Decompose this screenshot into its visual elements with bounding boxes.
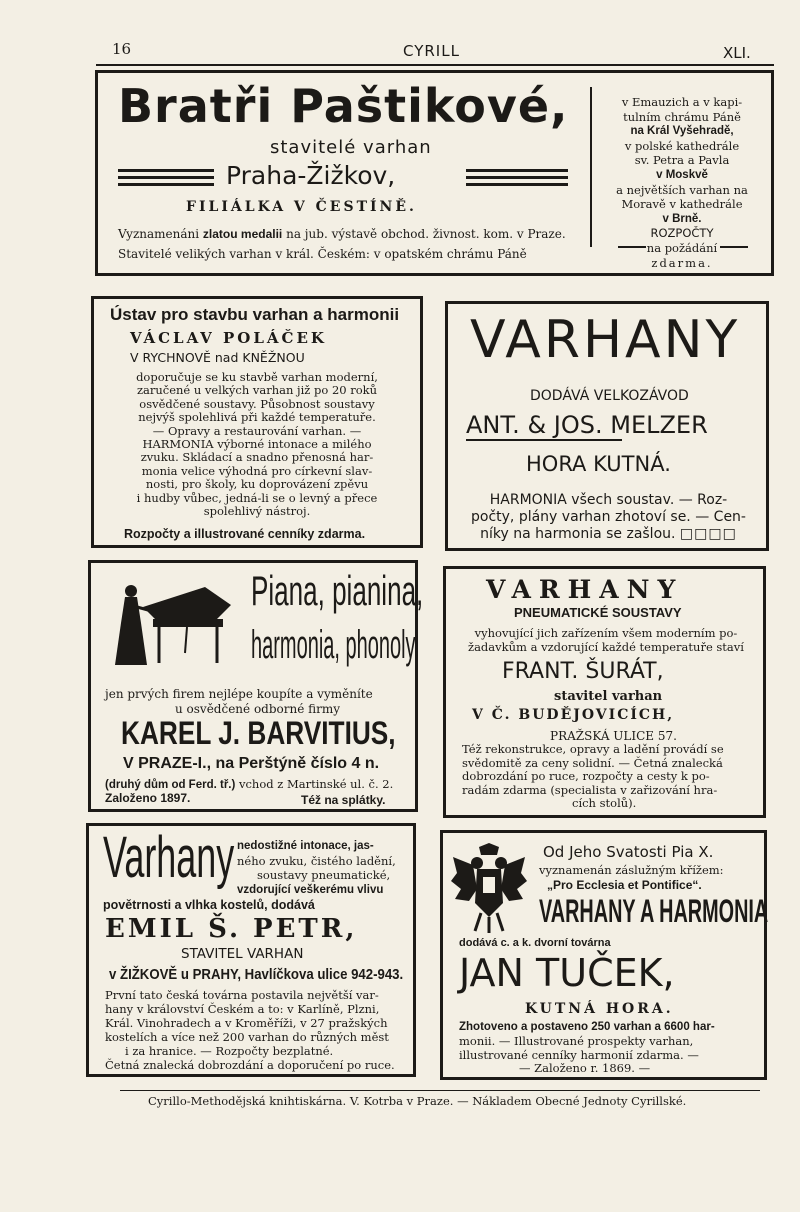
- ad4-installments: Též na splátky.: [301, 793, 386, 807]
- ad1-award-rest: na jub. výstavě obchod. živnost. kom. v Praze.: [286, 227, 566, 241]
- ad1-right-line: na požádání: [646, 240, 718, 255]
- ad3-city: HORA KUTNÁ.: [526, 452, 671, 476]
- journal-title: CYRILL: [403, 42, 460, 60]
- ad1-city: Praha-Žižkov,: [226, 161, 396, 190]
- ad7-line3: „Pro Ecclesia et Pontifice“.: [547, 878, 702, 892]
- ad5-body2-line: Též rekonstrukce, opravy a ladění provádí se: [462, 742, 724, 756]
- ad2-body-line: monia velice výhodná pro církevní slav-: [141, 463, 373, 478]
- ad1-right-line: tulním chrámu Páně: [623, 109, 741, 124]
- ad6-title: Varhany: [103, 825, 235, 890]
- ad1-right-line: v Brně.: [662, 212, 702, 225]
- ad6-side-line: soustavy pneumatické,: [257, 868, 391, 882]
- ad7-title: VARHANY A HARMONIA: [539, 893, 769, 929]
- ad1-builders: Stavitelé velikých varhan v král. Českém: v opatském chrámu Páně: [118, 247, 527, 261]
- ad2-footer: Rozpočty a illustrované cenníky zdarma.: [124, 527, 366, 541]
- ad7-body-line: Zhotoveno a postaveno 250 varhan a 6600 har-: [459, 1021, 715, 1033]
- ad5-body2-line: svědomitě za ceny solidní. — Četná znalecká: [462, 755, 723, 770]
- printer-footer: Cyrillo-Methodějská knihtiskárna. V. Kotrba v Praze. — Nákladem Obecné Jednoty Cyrillské.: [148, 1094, 687, 1108]
- ad4-address: V PRAZE-I., na Perštýně číslo 4 n.: [123, 755, 380, 772]
- ad4-name: KAREL J. BARVITIUS,: [121, 715, 396, 751]
- ad6-name: EMIL Š. PETR,: [105, 914, 358, 944]
- ad1-company: Bratři Paštikové,: [118, 79, 569, 133]
- ad6-side-line: vzdorující veškerému vlivu: [237, 883, 384, 896]
- pianist-illustration-icon: [113, 583, 243, 673]
- ad2-body-line: nosti, pro školy, ku doprovázení zpěvu: [145, 477, 369, 492]
- ad6-address: v ŽIŽKOVĚ u PRAHY, Havlíčkova ulice 942-943.: [109, 966, 404, 983]
- ad7-body-line: monii. — Illustrované prospekty varhan,: [459, 1033, 694, 1048]
- ad7-line2: vyznamenán záslužným křížem:: [539, 863, 724, 877]
- ad2-body-line: osvědčené soustavy. Působnost soustavy: [139, 396, 375, 411]
- ad6-body-line: hany v království Českém a to: v Karlíně, Plzni,: [105, 1002, 380, 1016]
- ad3-company: ANT. & JOS. MELZER: [466, 411, 708, 439]
- ad4-body-1: jen prvých firem nejlépe koupíte a vyměníte: [105, 687, 373, 701]
- ad7-supplier: dodává c. a k. dvorní továrna: [459, 937, 611, 949]
- ad3-body: [456, 492, 761, 543]
- ad4-house: [105, 777, 393, 791]
- ad5-body: [450, 627, 762, 654]
- ad4-title-2: harmonia, phonoly: [251, 623, 416, 667]
- ad1-divider: [590, 87, 592, 247]
- ad1-award: [118, 227, 566, 241]
- ad2-body-line: — Opravy a restaurování varhan. —: [152, 423, 362, 438]
- ad5-subtitle: PNEUMATICKÉ SOUSTAVY: [514, 605, 682, 620]
- ad1-branch: FILIÁLKA V ČESTÍNĚ.: [186, 199, 417, 215]
- ad6-body-line: První tato česká továrna postavila největší var-: [105, 988, 379, 1002]
- ad1-right-line: na Král Vyšehradě,: [630, 125, 734, 138]
- ad1-trade: stavitelé varhan: [270, 137, 432, 158]
- ad-petr: [86, 823, 416, 1077]
- ad5-body-line: žadavkům a vzdorující každé temperatuře staví: [468, 639, 744, 654]
- ad1-right-line: zdarma.: [651, 255, 713, 270]
- ad2-name: VÁCLAV POLÁČEK: [130, 329, 327, 347]
- ad4-founded: Založeno 1897.: [105, 791, 191, 805]
- ad-melzer: [445, 301, 769, 551]
- ad2-body-line: i hudby vůbec, jedná-li se o levný a přece: [136, 490, 378, 505]
- ad5-city: V Č. BUDĚJOVICÍCH,: [472, 707, 675, 723]
- ad5-body2-line: dobrozdání po ruce, rozpočty a cesty k po-: [462, 769, 710, 783]
- ad6-side-line: ného zvuku, čistého ladění,: [237, 853, 396, 868]
- ad7-body-line: illustrované cenníky harmonií zdarma. —: [459, 1047, 699, 1062]
- ad5-body-line: vyhovující jich zařízením všem moderním po-: [474, 626, 738, 640]
- ad2-body-line: doporučuje se ku stavbě varhan moderní,: [136, 370, 378, 384]
- ad2-body-line: zaručené u velkých varhan již po 20 roků: [136, 383, 378, 398]
- ad2-location: V RYCHNOVĚ nad KNĚŽNOU: [130, 350, 305, 365]
- ad1-right-line: ROZPOČTY: [650, 226, 714, 241]
- ad4-title-1: Piana, pianina,: [251, 567, 424, 614]
- ad3-body-line: počty, plány varhan zhotoví se. — Cen-: [471, 509, 746, 525]
- ad-tucek: [440, 830, 767, 1080]
- ad5-title: VARHANY: [486, 575, 684, 604]
- ad4-body-2: u osvědčené odborné firmy: [175, 702, 341, 716]
- ad2-title: Ústav pro stavbu varhan a harmonii: [110, 305, 400, 324]
- ad4-house-bold: (druhý dům od Ferd. tř.): [105, 779, 236, 791]
- ad7-line1: Od Jeho Svatosti Pia X.: [543, 843, 714, 861]
- ad5-street: PRAŽSKÁ ULICE 57.: [550, 729, 677, 743]
- ad3-body-line: HARMONIA všech soustav. — Roz-: [489, 492, 728, 508]
- ad6-body: [105, 988, 415, 1072]
- ad3-title: VARHANY: [470, 310, 741, 370]
- ad5-trade: stavitel varhan: [554, 689, 663, 704]
- ad1-right-line: v polské kathedrále: [624, 138, 740, 153]
- ad3-supplier: DODÁVÁ VELKOZÁVOD: [530, 388, 689, 404]
- ad1-award-medal: zlatou medalii: [202, 227, 283, 241]
- ad2-body: [102, 371, 412, 518]
- footer-rule: [120, 1090, 760, 1091]
- ad2-body-line: spolehlivý nástroj.: [203, 504, 311, 519]
- ad5-name: FRANT. ŠURÁT,: [502, 659, 664, 684]
- ad7-body-line: — Založeno r. 1869. —: [519, 1061, 651, 1076]
- ad1-award-prefix: Vyznamenáni: [118, 227, 200, 241]
- ad5-body2-line: cích stolů).: [572, 796, 637, 810]
- ad2-body-line: HARMONIA výborné intonace a milého: [142, 437, 372, 452]
- ad1-rule-right: [466, 169, 568, 172]
- ad3-body-line: [456, 526, 761, 543]
- ad1-rule-left: [118, 169, 214, 172]
- ad5-body2: [462, 743, 762, 811]
- ad1-right-line: Moravě v kathedrále: [621, 197, 743, 212]
- ad1-dash: [720, 246, 748, 248]
- ad2-body-line: nejvýš spolehlivá při každé temperatuře.: [138, 410, 376, 425]
- ad1-dash: [618, 246, 646, 248]
- ad7-body: [459, 1021, 765, 1076]
- ad2-body-line: zvuku. Skládací a snadno přenosná har-: [140, 450, 374, 465]
- volume-number: XLI.: [723, 44, 751, 62]
- ad-polacek: [91, 296, 423, 548]
- header-rule: [96, 64, 774, 66]
- ad1-right-line: sv. Petra a Pavla: [634, 153, 730, 168]
- ad1-right-column: [594, 95, 770, 270]
- ad1-rule-right: [466, 183, 568, 186]
- page-number: 16: [112, 40, 132, 58]
- ad3-company-underline: [466, 439, 622, 441]
- ad6-body-line: Četná znalecká dobrozdání a doporučení po ruce.: [105, 1058, 395, 1072]
- eagle-coat-of-arms-icon: [451, 843, 527, 935]
- ad6-side-line: [237, 838, 415, 854]
- ad1-right-line: v Moskvě: [656, 168, 708, 181]
- ad6-body-line: Král. Vinohradech a v Kroměříži, v 27 pražských: [105, 1016, 388, 1030]
- ad-barvitius: [88, 560, 424, 812]
- ad-pastikove: [95, 70, 774, 276]
- ad4-house-rest: vchod z Martinské ul. č. 2.: [238, 777, 394, 791]
- ad1-rule-right: [466, 176, 568, 179]
- ad3-body-end: níky na harmonia se zašlou.: [480, 526, 676, 542]
- ad1-rule-left: [118, 176, 214, 179]
- ad1-right-line: v Emauzich a v kapi-: [621, 95, 743, 109]
- ad7-name: JAN TUČEK,: [459, 951, 675, 995]
- ad6-body-line: kostelích a více než 200 varhan do různých měst: [105, 1030, 389, 1044]
- ad6-weather: povětrnosti a vlhka kostelů, dodává: [103, 898, 315, 912]
- ad6-side: [237, 838, 415, 897]
- ad5-body2-line: radám zdarma (specialista v zařizování hra-: [462, 782, 718, 797]
- ad6-side-text: nedostižné intonace, jas-: [237, 840, 374, 852]
- ad1-right-line: a největších varhan na: [616, 182, 748, 197]
- ad7-city: KUTNÁ HORA.: [525, 1001, 674, 1017]
- ad6-body-line: i za hranice. — Rozpočty bezplatné.: [125, 1044, 334, 1058]
- ad-surat: [443, 566, 766, 818]
- ad1-rule-left: [118, 183, 214, 186]
- ad3-squares: □□□□: [679, 526, 737, 542]
- ad6-trade: STAVITEL VARHAN: [181, 946, 304, 962]
